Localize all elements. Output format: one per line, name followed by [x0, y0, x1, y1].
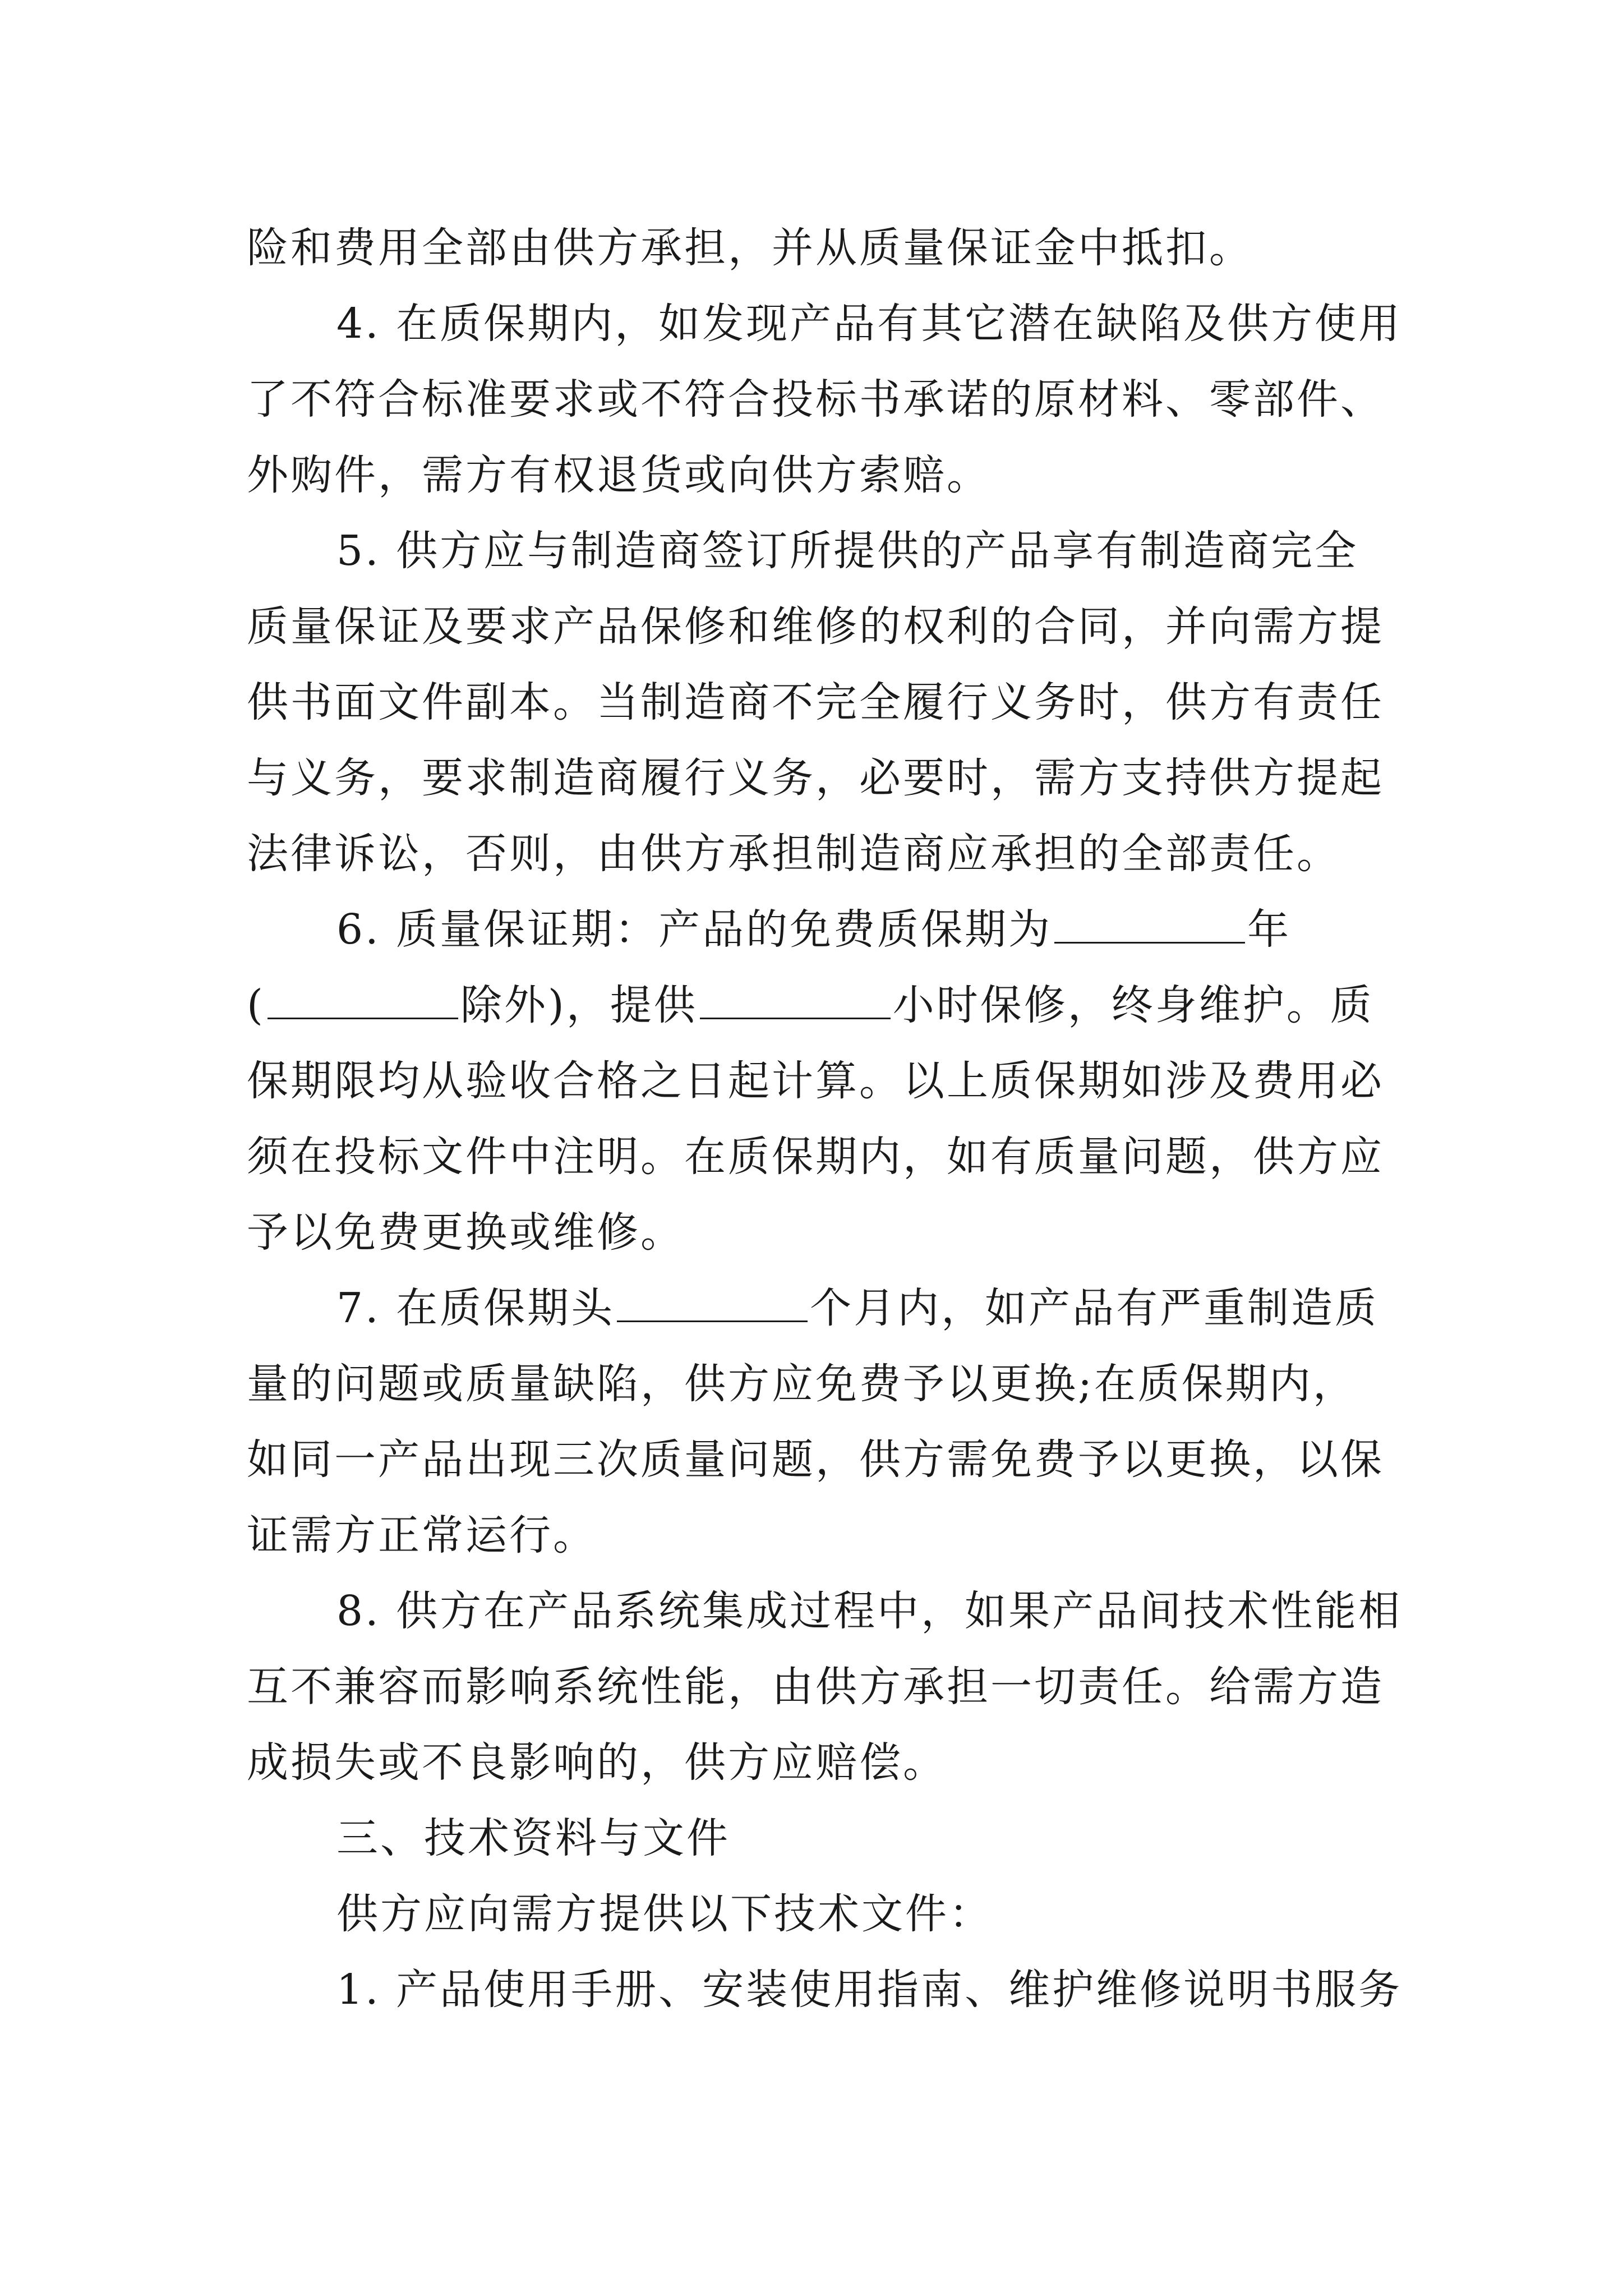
paragraph-line: 供方应向需方提供以下技术文件：: [336, 1890, 993, 1938]
paragraph-line: [247, 977, 1374, 1033]
line-text: 个月内，如产品有严重制造质: [810, 1284, 1379, 1332]
paragraph-line: 质量保证及要求产品保修和维修的权利的合同，并向需方提: [247, 602, 1384, 651]
paragraph-line: 证需方正常运行。: [247, 1511, 597, 1559]
paragraph-line: [336, 901, 1291, 958]
paragraph-line: 险和费用全部由供方承担，并从质量保证金中抵扣。: [247, 224, 1253, 272]
paragraph-line: 如同一产品出现三次质量问题，供方需免费予以更换，以保: [247, 1435, 1384, 1484]
paragraph-line: 法律诉讼，否则，由供方承担制造商应承担的全部责任。: [247, 830, 1340, 878]
line-text: 年: [1247, 905, 1292, 954]
paragraph-line: 8. 供方在产品系统集成过程中，如果产品间技术性能相: [336, 1587, 1403, 1635]
section-heading: 三、技术资料与文件: [336, 1814, 730, 1862]
paragraph-line: 1. 产品使用手册、安装使用指南、维护维修说明书服务: [336, 1966, 1403, 2014]
paragraph-line: 外购件，需方有权退货或向供方索赔。: [247, 451, 990, 499]
paragraph-line: 4. 在质保期内，如发现产品有其它潜在缺陷及供方使用: [336, 300, 1403, 348]
paragraph-line: 与义务，要求制造商履行义务，必要时，需方支持供方提起: [247, 754, 1384, 802]
paragraph-line: 供书面文件副本。当制造商不完全履行义务时，供方有责任: [247, 678, 1384, 726]
fill-in-blank: [617, 1281, 808, 1322]
paragraph-line: 须在投标文件中注明。在质保期内，如有质量问题，供方应: [247, 1133, 1384, 1181]
line-text: 6. 质量保证期：产品的免费质保期为: [336, 905, 1053, 954]
paragraph-line: [336, 1280, 1378, 1336]
fill-in-blank: [268, 978, 458, 1019]
paragraph-line: 量的问题或质量缺陷，供方应免费予以更换;在质保期内，: [247, 1360, 1357, 1408]
line-text: 7. 在质保期头: [336, 1284, 615, 1332]
line-text: 除外)，提供: [460, 981, 698, 1029]
fill-in-blank: [1054, 903, 1245, 944]
paragraph-line: 5. 供方应与制造商签订所提供的产品享有制造商完全: [336, 527, 1359, 575]
paragraph-line: 保期限均从验收合格之日起计算。以上质保期如涉及费用必: [247, 1057, 1384, 1105]
paragraph-line: 了不符合标准要求或不符合投标书承诺的原材料、零部件、: [247, 375, 1384, 424]
paragraph-line: 成损失或不良影响的，供方应赔偿。: [247, 1738, 947, 1787]
line-text: 小时保修，终身维护。质: [892, 981, 1374, 1029]
paragraph-line: 互不兼容而影响系统性能，由供方承担一切责任。给需方造: [247, 1663, 1384, 1711]
fill-in-blank: [700, 978, 891, 1019]
paragraph-line: 予以免费更换或维修。: [247, 1208, 684, 1257]
line-text: (: [247, 981, 265, 1029]
